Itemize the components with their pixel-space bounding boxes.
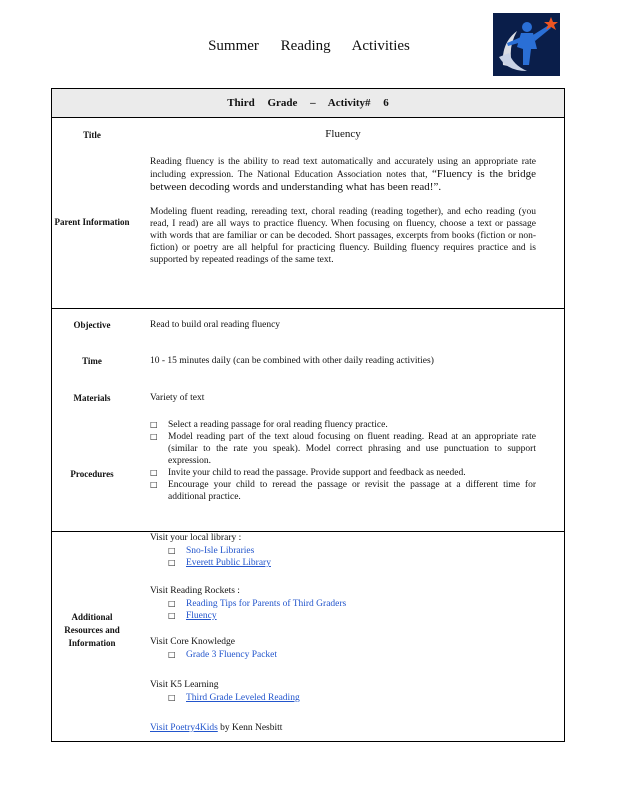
reading-tips-parents-link[interactable]: Reading Tips for Parents of Third Graders [186,599,347,609]
procedure-step: □ Select a reading passage for oral reading fluency practice. [150,419,536,431]
everett-public-library-link[interactable]: Everett Public Library [186,558,271,568]
core-knowledge-heading: Visit Core Knowledge [150,637,235,647]
parent-information-label: Parent Information [54,217,130,227]
procedure-step: □ Encourage your child to reread the passage or revisit the passage at a different time for additional practice. [150,479,536,503]
document-title: Summer Reading Activities [208,38,410,54]
row-divider [52,308,564,309]
local-library-heading: Visit your local library : [150,533,242,543]
objective-label: Objective [73,320,111,330]
poetry4kids-link[interactable]: Visit Poetry4Kids [150,723,218,733]
fluency-quote: “Fluency is the bridge between decoding words and understanding what has been read!”. [150,168,536,193]
poetry4kids-author: by Kenn Nesbitt [217,723,283,733]
k5-learning-heading: Visit K5 Learning [150,680,219,690]
procedures-label: Procedures [70,469,114,479]
activity-table [51,88,565,742]
objective-value: Read to build oral reading fluency [150,320,281,330]
procedure-step: □ Model reading part of the text aloud focusing on fluent reading. Read at an appropriate rate (similar to the rate you speak). Model correct phrasing and use punctuation to support expression. [150,431,536,467]
additional-resources-content [150,532,536,734]
poetry4kids-line [150,722,536,734]
parent-paragraph-2: Modeling fluent reading, rereading text, choral reading (reading together), and echo reading (you read, I read) are all ways to practice fluency. When focusing on fluency, choose a text or passage with words that are familiar or can be decoded. Short passages, excerpts from books (fiction or non-fiction) or poetry are all helpful for practicing fluency. Building fluency requires practice and is supported by repeated readings of the same text. [150,207,536,265]
reading-rockets-heading: Visit Reading Rockets : [150,586,240,596]
third-grade-leveled-reading-link[interactable]: Third Grade Leveled Reading [186,693,300,703]
time-value: 10 - 15 minutes daily (can be combined with other daily reading activities) [150,356,434,366]
procedure-step: □ Invite your child to read the passage. Provide support and feedback as needed. [150,467,536,479]
parent-information-content [150,156,536,266]
sno-isle-libraries-link[interactable]: Sno-Isle Libraries [186,546,255,556]
title-label: Title [83,130,101,140]
parent-paragraph-1: Reading fluency is the ability to read text automatically and accurately using an appropriate rate including expression. The National Education Association notes that, [150,157,536,180]
procedures-list [150,419,536,503]
fluency-link[interactable]: Fluency [186,611,217,621]
star-reader-logo-icon [493,13,560,76]
materials-label: Materials [73,393,111,403]
time-label: Time [82,356,102,366]
title-value: Fluency [325,128,361,140]
grade-activity-header: Third Grade – Activity# 6 [52,89,564,118]
additional-resources-label: Additional Resources and Information [64,612,120,648]
grade3-fluency-packet-link[interactable]: Grade 3 Fluency Packet [186,650,278,660]
materials-value: Variety of text [150,393,205,403]
